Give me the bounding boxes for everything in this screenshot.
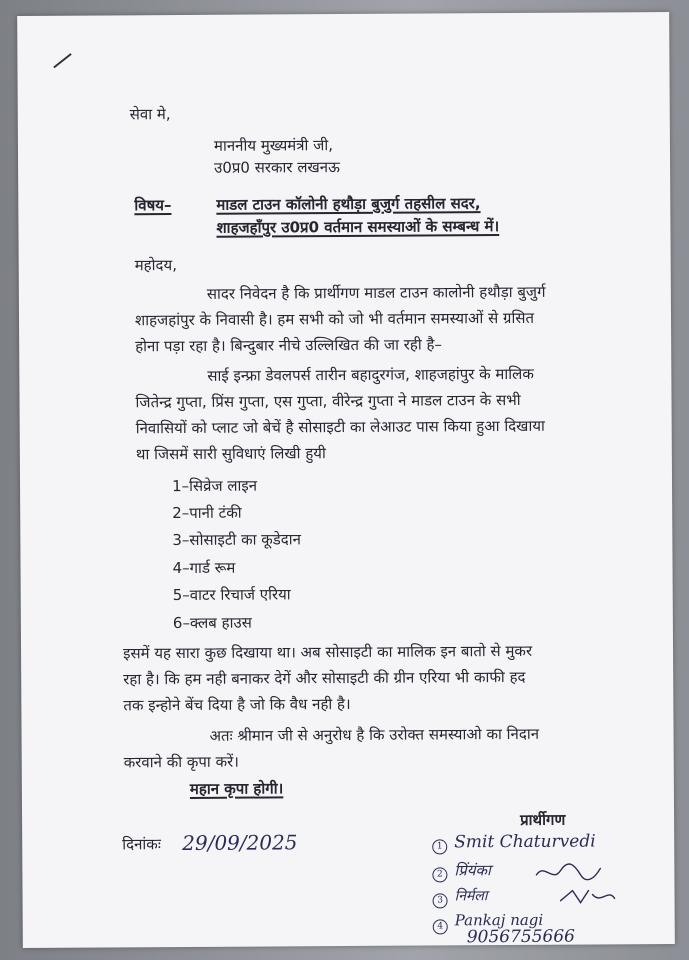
para3-line-1: इसमें यह सारा कुछ दिखाया था। अब सोसाइटी का मालिक इन बातो से मुकर (122, 641, 533, 663)
para1-line-1: सादर निवेदन है कि प्रार्थीगण माडल टाउन कालोनी हथौड़ा बुजुर्ग (206, 282, 546, 303)
subject-label: विषय– (134, 196, 172, 215)
signature-number: 2 (432, 867, 447, 882)
para2-line-1: साई इन्फ्रा डेवलपर्स तारीन बहादुरगंज, शाहजहांपुर के मालिक (207, 364, 534, 385)
signature-4: Pankaj nagi (454, 910, 544, 930)
date-value: 29/09/2025 (182, 830, 298, 856)
para3-line-2: रहा है। कि हम नही बनाकर देगें और सोसाइटी की ग्रीन एरिया भी काफी हद (123, 667, 526, 689)
recipient-line-2: उ0प्र0 सरकार लखनऊ (214, 158, 340, 177)
list-item: 4–गार्ड रूम (172, 558, 236, 578)
signature-1: Smit Chaturvedi (454, 831, 596, 853)
para2-line-2: जितेन्द्र गुप्ता, प्रिंस गुप्ता, एस गुप्ता, वीरेन्द्र गुप्ता ने माडल टाउन के सभी (135, 390, 521, 412)
signature-2: प्रिंयंका (454, 861, 491, 880)
signature-4-phone: 9056755666 (466, 926, 576, 948)
para1-line-2: शाहजहांपुर के निवासी है। हम सभी को जो भी वर्तमान समस्याओं से ग्रसित (134, 308, 535, 330)
subject-line-2: शाहजहाँपुर उ0प्र0 वर्तमान समस्याओं के सम्बन्ध में। (216, 217, 500, 237)
date-label: दिनांकः (122, 835, 161, 854)
signature-number: 1 (432, 839, 447, 854)
signature-number: 4 (433, 919, 448, 934)
list-item: 1–सिव्रेज लाइन (171, 476, 258, 496)
signature-2-scribble (534, 860, 604, 884)
list-item: 6–क्लब हाउस (172, 613, 252, 633)
para2-line-4: था जिसमें सारी सुविधाएं लिखी हुयी (135, 444, 326, 464)
signature-number: 3 (433, 893, 448, 908)
list-item: 3–सोसाइटी का कूडेदान (172, 530, 301, 550)
signature-3: निर्मला (454, 888, 488, 905)
para4-line-1: अतः श्रीमान जी से अनुरोध है कि उरोक्त समस्याओ का निदान (209, 724, 540, 745)
para2-line-3: निवासियों को प्लाट जो बेचें है सोसाइटी का लेआउट पास किया हुआ दिखाया (135, 416, 545, 438)
recipient-line-1: माननीय मुख्यमंत्री जी, (213, 136, 334, 155)
para3-line-3: तक इन्होने बेंच दिया है जो कि वैध नही है। (123, 694, 351, 715)
signature-3-scribble (558, 884, 618, 908)
pen-mark (53, 53, 71, 68)
list-item: 5–वाटर रिचार्ज एरिया (172, 585, 291, 605)
para1-line-3: होना पड़ा रहा है। बिन्दुबार नीचे उल्लिखित की जा रही है– (135, 335, 443, 356)
list-item: 2–पानी टंकी (172, 503, 242, 523)
para4-line-2: करवाने की कृपा करें। (123, 752, 239, 772)
subject-line-1: माडल टाउन कॉलोनी हथौड़ा बुजुर्ग तहसील सदर, (216, 194, 481, 214)
greeting: महोदय, (134, 256, 178, 275)
closing: महान कृपा होगी। (189, 779, 284, 798)
salutation-to: सेवा मे, (129, 105, 171, 124)
letter-page (17, 12, 675, 948)
petitioners-label: प्रार्थीगण (520, 810, 566, 829)
